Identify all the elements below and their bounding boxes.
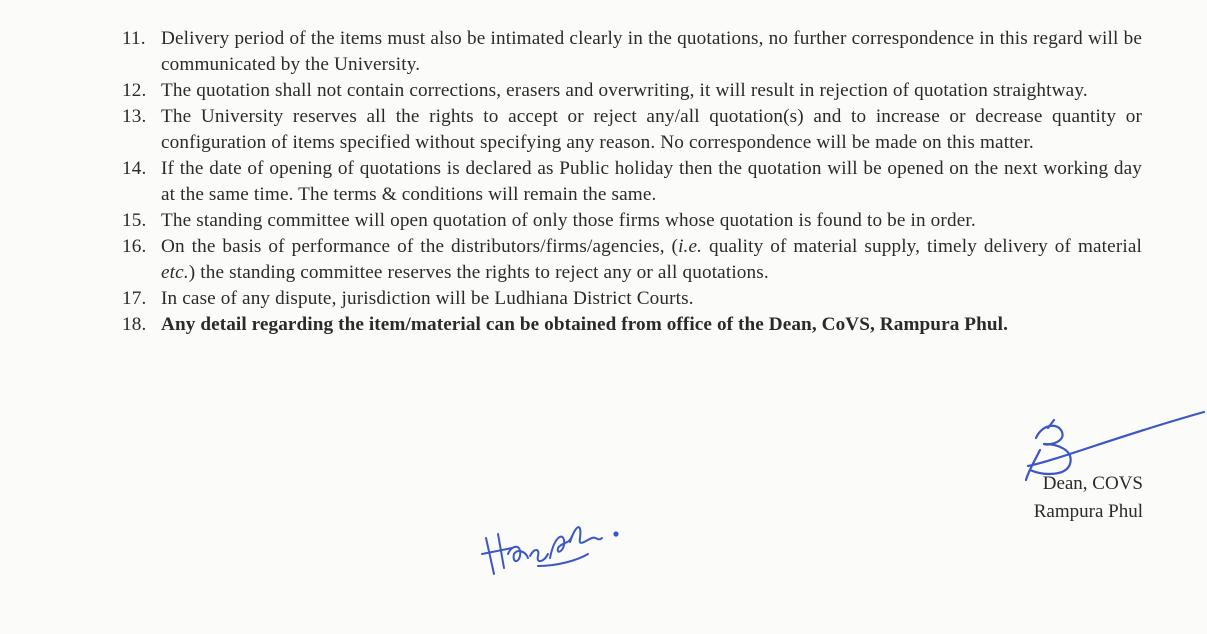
term-text-segment: On the basis of performance of the distributors/firms/agencies, ( — [161, 236, 679, 257]
term-text — [161, 156, 1142, 208]
signatory-block — [1034, 470, 1143, 526]
term-text — [161, 78, 1142, 104]
terms-list — [122, 26, 1142, 338]
term-number: 11. — [122, 28, 146, 49]
term-text-segment: quality of material supply, timely delivery of material — [702, 236, 1142, 257]
term-text-segment: The quotation shall not contain corrections, erasers and overwriting, it will result in rejection of quotation straightway. — [161, 80, 1088, 101]
term-number: 16. — [122, 236, 147, 257]
term-text-segment: The standing committee will open quotation of only those firms whose quotation is found to be in order. — [161, 210, 976, 231]
term-text-segment: The University reserves all the rights to accept or reject any/all quotation(s) and to increase or decrease quantity or configuration of items specified without specifying any reason. No correspondence will be made on this matter. — [161, 106, 1142, 153]
term-item — [122, 78, 1142, 104]
term-text-segment: Delivery period of the items must also be intimated clearly in the quotations, no further correspondence in this regard will be communicated by the University. — [161, 28, 1142, 75]
term-text — [161, 208, 1142, 234]
term-text-segment: ) the standing committee reserves the rights to reject any or all quotations. — [188, 262, 769, 283]
term-item — [122, 286, 1142, 312]
term-text — [161, 312, 1142, 338]
term-item — [122, 104, 1142, 156]
term-text-italic: etc. — [161, 262, 189, 283]
term-number: 12. — [122, 80, 147, 101]
signatory-designation: Dean, COVS — [1042, 473, 1143, 494]
term-item — [122, 312, 1142, 338]
term-item — [122, 156, 1142, 208]
term-number: 15. — [122, 210, 147, 231]
term-text — [161, 104, 1142, 156]
term-text-segment: In case of any dispute, jurisdiction will be Ludhiana District Courts. — [161, 288, 694, 309]
term-number: 14. — [122, 158, 147, 179]
term-text — [161, 234, 1142, 286]
term-text-italic: i.e. — [678, 236, 703, 257]
term-number: 18. — [122, 314, 147, 335]
term-item — [122, 26, 1142, 78]
handwritten-signature — [478, 508, 628, 580]
signatory-place: Rampura Phul — [1033, 501, 1143, 522]
term-number: 13. — [122, 106, 147, 127]
term-text-segment: If the date of opening of quotations is declared as Public holiday then the quotation will be opened on the next working day at the same time. The terms & conditions will remain the same. — [161, 158, 1142, 205]
term-text-segment: Any detail regarding the item/material can be obtained from office of the Dean, CoVS, Rampura Phul. — [161, 314, 1008, 335]
term-item — [122, 234, 1142, 286]
term-text — [161, 26, 1142, 78]
term-text — [161, 286, 1142, 312]
term-number: 17. — [122, 288, 147, 309]
term-item — [122, 208, 1142, 234]
